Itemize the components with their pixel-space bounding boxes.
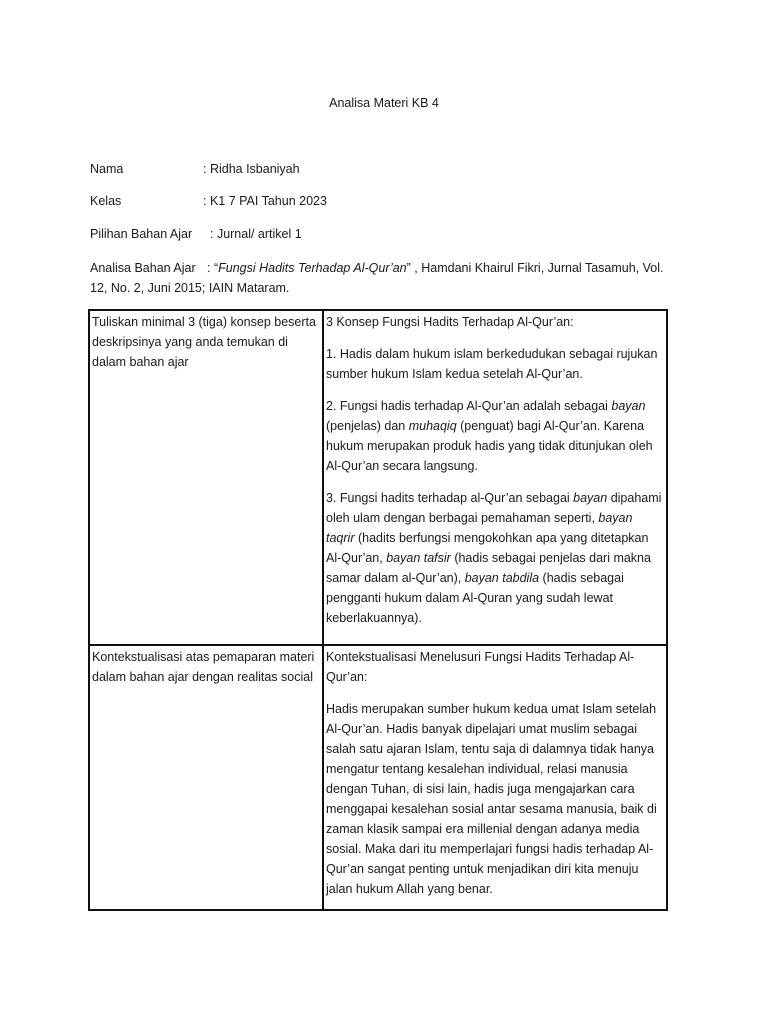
text-run: dipahami oleh ulam dengan berbagai pemahaman seperti,: [326, 491, 662, 525]
field-nama: [90, 159, 300, 179]
italic-term: bayan: [611, 399, 646, 413]
row1-point-2: [326, 396, 664, 476]
analisa-label: Analisa Bahan Ajar: [90, 261, 196, 275]
kelas-label: Kelas: [90, 194, 122, 208]
document-title: Analisa Materi KB 4: [329, 96, 439, 110]
text-run: 2. Fungsi hadis terhadap Al-Qur’an adalah sebagai: [326, 399, 612, 413]
pilihan-value: : Jurnal/ artikel 1: [210, 227, 302, 241]
analisa-citation: ” , Hamdani Khairul Fikri, Jurnal Tasamuh, Vol. 12, No. 2, Juni 2015; IAIN Mataram.: [90, 261, 664, 295]
row2-paragraph: Hadis merupakan sumber hukum kedua umat Islam setelah Al-Qur’an. Hadis banyak dipelajari umat muslim sebagai salah satu ajaran Islam, tentu saja di dalamnya tidak hanya mengatur tentang kesalehan individual, relasi manusia dengan Tuhan, di sisi lain, hadis juga mengajarkan cara menggapai kesalehan sosial antar sesama manusia, baik di zaman klasik sampai era millenial dengan adanya media sosial. Maka dari itu memperlajari fungsi hadis terhadap Al-Qur’an sangat penting untuk menjadikan diri kita menuju jalan hukum Allah yang benar.: [326, 702, 657, 896]
row2-answer: [323, 645, 667, 910]
text-run: (penguat) bagi Al-Qur’an. Karena hukum merupakan produk hadis yang tidak ditunjukan oleh Al-Qur’an secara langsung.: [326, 419, 653, 473]
row1-point-3: [326, 488, 664, 628]
nama-value: : Ridha Isbaniyah: [203, 162, 300, 176]
text-run: 3. Fungsi hadits terhadap al-Qur’an sebagai: [326, 491, 574, 505]
field-analisa-bahan-ajar: [90, 258, 680, 298]
italic-term: bayan tafsir: [386, 551, 451, 565]
row1-answer: [323, 310, 667, 645]
analisa-prefix: : “: [207, 261, 219, 275]
italic-term: muhaqiq: [408, 419, 457, 433]
row1-heading: 3 Konsep Fungsi Hadits Terhadap Al-Qur’an:: [326, 315, 574, 329]
text-run: (hadits berfungsi mengokohkan apa yang ditetapkan Al-Qur’an,: [326, 531, 649, 565]
text-run: (hadis sebagai pengganti hukum dalam Al-Quran yang sudah lewat keberlakuannya).: [326, 571, 624, 625]
row2-heading: Kontekstualisasi Menelusuri Fungsi Hadits Terhadap Al-Qur’an:: [326, 650, 635, 684]
text-run: (hadis sebagai penjelas dari makna samar dalam al-Qur’an),: [326, 551, 651, 585]
field-pilihan-bahan-ajar: [90, 224, 302, 244]
row2-prompt: Kontekstualisasi atas pemaparan materi dalam bahan ajar dengan realitas social: [89, 645, 323, 910]
pilihan-label: Pilihan Bahan Ajar: [90, 227, 193, 241]
row1-prompt: Tuliskan minimal 3 (tiga) konsep beserta deskripsinya yang anda temukan di dalam bahan ajar: [89, 310, 323, 645]
row1-point-1: 1. Hadis dalam hukum islam berkedudukan sebagai rujukan sumber hukum Islam kedua setelah Al-Qur’an.: [326, 347, 658, 381]
italic-term: bayan tabdila: [464, 571, 540, 585]
analysis-table: [88, 309, 668, 911]
analisa-article-title: Fungsi Hadits Terhadap Al-Qur’an: [218, 261, 407, 275]
text-run: (penjelas) dan: [326, 419, 409, 433]
field-kelas: [90, 191, 327, 211]
italic-term: bayan taqrir: [326, 511, 633, 545]
kelas-value: : K1 7 PAI Tahun 2023: [203, 194, 327, 208]
table-row: [89, 310, 667, 645]
italic-term: bayan: [573, 491, 608, 505]
nama-label: Nama: [90, 162, 124, 176]
table-row: [89, 645, 667, 910]
